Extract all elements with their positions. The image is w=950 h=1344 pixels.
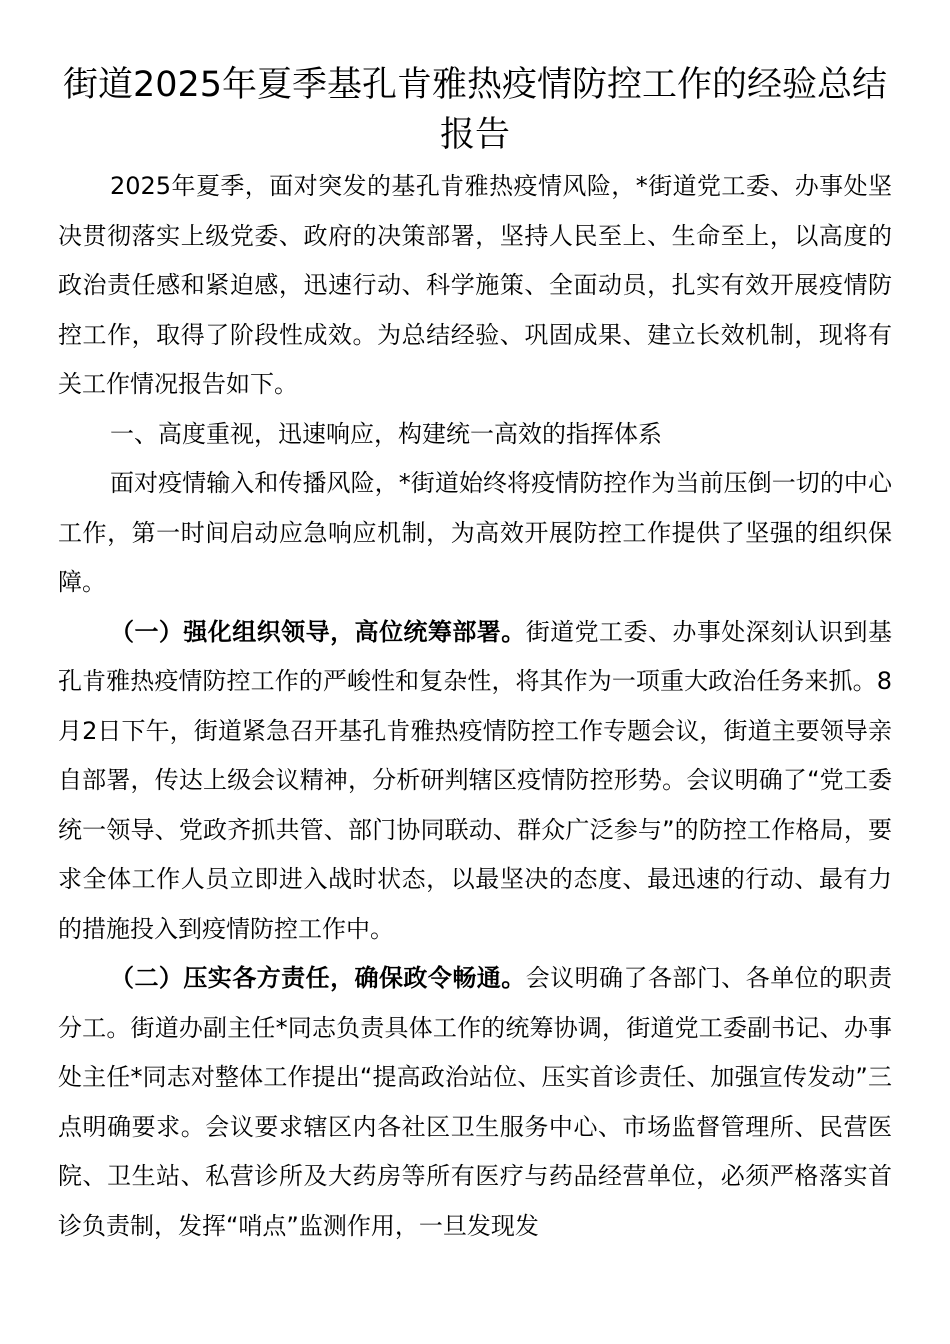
subsection-1-paragraph (58, 608, 892, 955)
intro-paragraph: 2025年夏季，面对突发的基孔肯雅热疫情风险，*街道党工委、办事处坚决贯彻落实上级党委、政府的决策部署，坚持人民至上、生命至上，以高度的政治责任感和紧迫感，迅速行动、科学施策、全面动员，扎实有效开展疫情防控工作，取得了阶段性成效。为总结经验、巩固成果、建立长效机制，现将有关工作情况报告如下。 (58, 172, 892, 398)
section-heading-1: 一、高度重视，迅速响应，构建统一高效的指挥体系 (110, 419, 662, 448)
subsection-1-body: 街道党工委、办事处深刻认识到基孔肯雅热疫情防控工作的严峻性和复杂性，将其作为一项重大政治任务来抓。8月2日下午，街道紧急召开基孔肯雅热疫情防控工作专题会议，街道主要领导亲自部署，传达上级会议精神，分析研判辖区疫情防控形势。会议明确了“党工委统一领导、党政齐抓共管、部门协同联动、群众广泛参与”的防控工作格局，要求全体工作人员立即进入战时状态，以最坚决的态度、最迅速的行动、最有力的措施投入到疫情防控工作中。 (58, 617, 893, 943)
subsection-2-lead: （二）压实各方责任，确保政令畅通。 (110, 964, 526, 992)
section-1-paragraph: 面对疫情输入和传播风险，*街道始终将疫情防控作为当前压倒一切的中心工作，第一时间启动应急响应机制，为高效开展防控工作提供了坚强的组织保障。 (58, 469, 892, 596)
document-title: 街道2025年夏季基孔肯雅热疫情防控工作的经验总结报告 (62, 65, 888, 155)
document-page (58, 60, 892, 1251)
subsection-1-lead: （一）强化组织领导，高位统筹部署。 (110, 617, 526, 646)
subsection-2-body: 会议明确了各部门、各单位的职责分工。街道办副主任*同志负责具体工作的统筹协调，街道党工委副书记、办事处主任*同志对整体工作提出“提高政治站位、压实首诊责任、加强宣传发动”三点明确要求。会议要求辖区内各社区卫生服务中心、市场监督管理所、民营医院、卫生站、私营诊所及大药房等所有医疗与药品经营单位，必须严格落实首诊负责制，发挥“哨点”监测作用，一旦发现发 (58, 964, 893, 1240)
subsection-2-paragraph (58, 954, 892, 1251)
